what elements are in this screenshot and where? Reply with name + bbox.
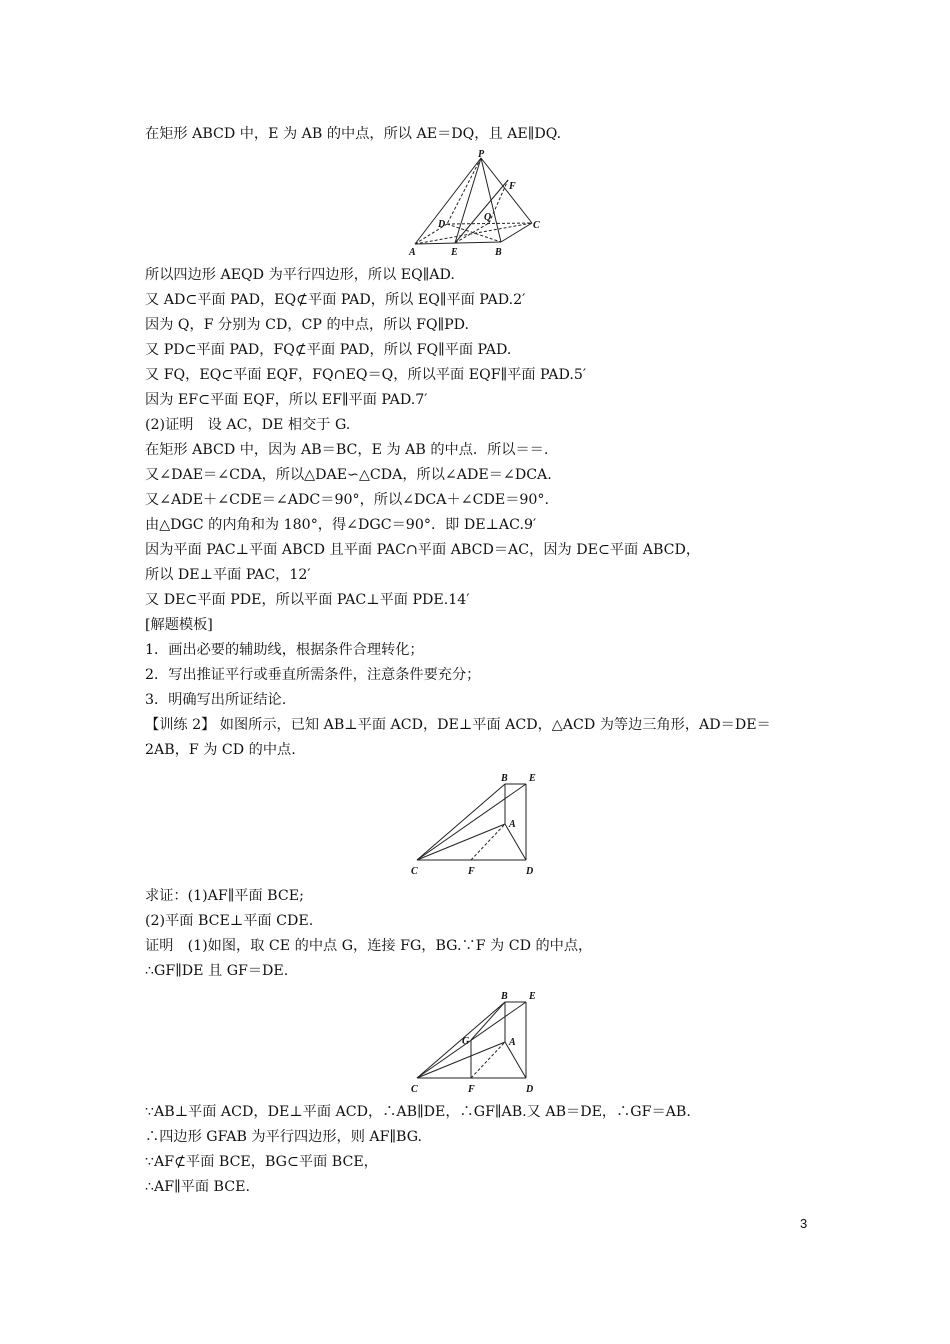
label-D: D [438, 219, 446, 230]
text-line: 又 PD⊂平面 PAD，FQ⊄平面 PAD，所以 FQ∥平面 PAD. [145, 342, 512, 358]
label-F: F [468, 1084, 475, 1095]
text-line: ∵AB⊥平面 ACD，DE⊥平面 ACD，∴AB∥DE，∴GF∥AB.又 AB＝DE，∴GF＝AB. [145, 1104, 691, 1120]
label-A: A [409, 247, 416, 258]
text-line: 又∠DAE＝∠CDA，所以△DAE∽△CDA，所以∠ADE＝∠DCA. [145, 467, 552, 483]
text-line: 2．写出推证平行或垂直所需条件，注意条件要充分； [145, 667, 481, 683]
text-line: 由△DGC 的内角和为 180°，得∠DGC＝90°．即 DE⊥AC.9′ [145, 517, 537, 533]
text-line: 又 DE⊂平面 PDE，所以平面 PAC⊥平面 PDE.14′ [145, 592, 470, 608]
pyramid-figure [405, 148, 545, 258]
label-B: B [501, 991, 508, 1002]
text-line: ∴AF∥平面 BCE. [145, 1179, 250, 1195]
text-line: ∴GF∥DE 且 GF＝DE. [145, 963, 289, 979]
label-C: C [411, 1084, 418, 1095]
text-line: 【训练 2】 如图所示，已知 AB⊥平面 ACD，DE⊥平面 ACD，△ACD 为等边三角形，AD＝DE＝ [145, 717, 771, 733]
label-B: B [501, 773, 508, 784]
text-line: [解题模板] [145, 617, 213, 633]
text-line: ∴四边形 GFAB 为平行四边形，则 AF∥BG. [145, 1129, 423, 1145]
text-line: 又 AD⊂平面 PAD，EQ⊄平面 PAD，所以 EQ∥平面 PAD.2′ [145, 292, 526, 308]
text-line: (2)平面 BCE⊥平面 CDE. [145, 913, 314, 929]
label-D: D [526, 1084, 534, 1095]
text-line: 证明 (1)如图，取 CE 的中点 G，连接 FG，BG.∵F 为 CD 的中点， [145, 938, 593, 954]
label-E: E [529, 991, 536, 1002]
text-line: 又 FQ，EQ⊂平面 EQF，FQ∩EQ＝Q，所以平面 EQF∥平面 PAD.5′ [145, 367, 587, 383]
text-line: 1．画出必要的辅助线，根据条件合理转化； [145, 642, 424, 658]
text-line: 所以 DE⊥平面 PAC，12′ [145, 567, 311, 583]
label-G: G [462, 1036, 470, 1047]
label-E: E [529, 773, 536, 784]
label-Q: Q [484, 212, 492, 223]
label-E: E [451, 247, 458, 258]
text-line: (2)证明 设 AC，DE 相交于 G. [145, 417, 351, 433]
label-D: D [526, 866, 534, 877]
text-line: 在矩形 ABCD 中，E 为 AB 的中点，所以 AE＝DQ，且 AE∥DQ. [145, 126, 562, 142]
label-A: A [509, 1037, 516, 1048]
text-line: 因为 Q，F 分别为 CD，CP 的中点，所以 FQ∥PD. [145, 317, 470, 333]
text-line: 因为 EF⊂平面 EQF，所以 EF∥平面 PAD.7′ [145, 392, 428, 408]
page-number: 3 [800, 1216, 808, 1231]
tetra-figure-1 [405, 768, 550, 880]
text-line: 3．明确写出所证结论. [145, 692, 287, 708]
text-line: 所以四边形 AEQD 为平行四边形，所以 EQ∥AD. [145, 267, 455, 283]
label-C: C [533, 220, 540, 231]
text-line: 在矩形 ABCD 中，因为 AB＝BC，E 为 AB 的中点．所以＝＝. [145, 442, 549, 458]
text-line: ∵AF⊄平面 BCE，BG⊂平面 BCE， [145, 1154, 378, 1170]
text-line: 2AB，F 为 CD 的中点. [145, 742, 296, 758]
label-A: A [509, 819, 516, 830]
label-F: F [509, 181, 516, 192]
text-line: 又∠ADE＋∠CDE＝∠ADC＝90°，所以∠DCA＋∠CDE＝90°. [145, 492, 550, 508]
label-B: B [495, 247, 502, 258]
text-line: 因为平面 PAC⊥平面 ABCD 且平面 PAC∩平面 ABCD＝AC，因为 DE⊂平面 ABCD， [145, 542, 701, 558]
label-P: P [478, 149, 485, 160]
text-line: 求证：(1)AF∥平面 BCE; [145, 888, 304, 904]
label-F: F [468, 866, 475, 877]
label-C: C [411, 866, 418, 877]
tetra-figure-2 [405, 986, 550, 1098]
